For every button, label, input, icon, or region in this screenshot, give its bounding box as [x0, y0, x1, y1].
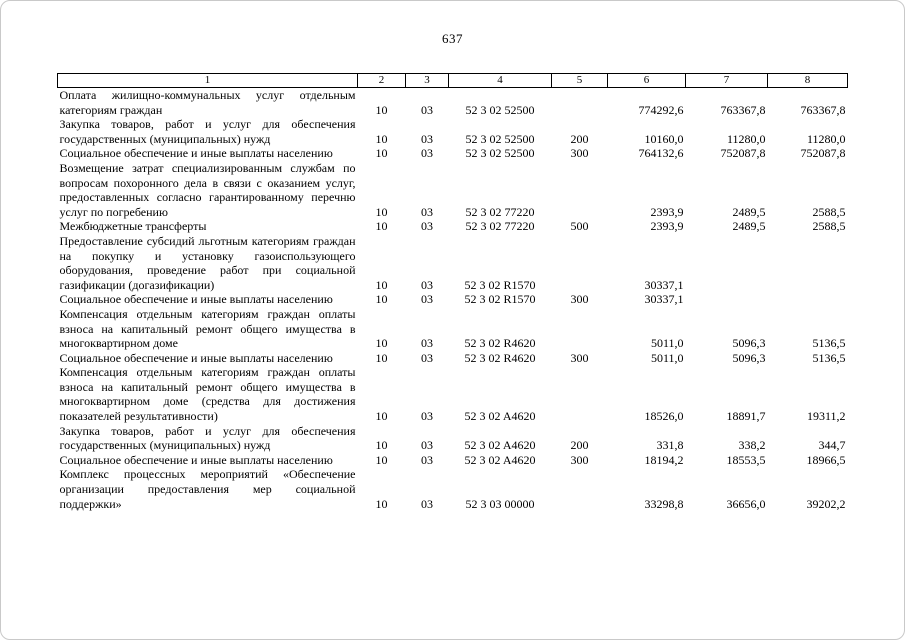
- cell-expense-type: [552, 467, 608, 511]
- cell-name: Межбюджетные трансферты: [59, 219, 207, 234]
- table-row: [58, 146, 848, 161]
- cell-target-code: 52 3 02 R4620: [464, 350, 536, 365]
- page-number: 637: [442, 31, 463, 46]
- cell-amount-year1: 30337,1: [644, 277, 684, 292]
- cell-amount-year2: 2489,5: [732, 219, 766, 234]
- column-header-7: 7: [686, 74, 768, 88]
- table-row: [58, 161, 848, 219]
- cell-section: 10: [375, 131, 388, 146]
- cell-amount-year3: 18966,5: [806, 452, 846, 467]
- cell-subsection: 03: [421, 204, 433, 219]
- table-row: [58, 292, 848, 307]
- cell-target-code: 52 3 02 52500: [465, 146, 535, 161]
- cell-expense-type: 300: [570, 350, 589, 365]
- cell-amount-year3: 344,7: [818, 438, 846, 453]
- cell-subsection: 03: [421, 102, 433, 117]
- cell-name: Возмещение затрат специализированным службам по вопросам похоронного дела в связи с оказанием услуг, предоставленных согласно гарантированному перечню услуг по погребению: [59, 160, 356, 219]
- cell-target-code: 52 3 02 52500: [465, 131, 535, 146]
- cell-subsection: 03: [421, 292, 433, 307]
- column-header-1: 1: [58, 74, 358, 88]
- cell-section: 10: [375, 219, 388, 234]
- cell-target-code: 52 3 02 R1570: [464, 292, 536, 307]
- cell-section: 10: [375, 336, 388, 351]
- cell-section: 10: [375, 438, 388, 453]
- cell-amount-year1: 764132,6: [638, 146, 684, 161]
- column-header-3: 3: [406, 74, 449, 88]
- cell-amount-year2: [686, 234, 768, 292]
- cell-name: Оплата жилищно-коммунальных услуг отдельным категориям граждан: [59, 88, 356, 117]
- cell-amount-year1: 18526,0: [644, 409, 684, 424]
- cell-expense-type: 200: [570, 438, 589, 453]
- cell-amount-year3: [768, 234, 848, 292]
- cell-target-code: 52 3 02 77220: [465, 219, 535, 234]
- table-row: [58, 467, 848, 511]
- cell-target-code: 52 3 03 00000: [465, 496, 535, 511]
- cell-section: 10: [375, 102, 388, 117]
- cell-amount-year1: 30337,1: [644, 292, 684, 307]
- cell-expense-type: [552, 365, 608, 423]
- table-header: [58, 74, 848, 88]
- cell-amount-year2: 2489,5: [732, 204, 766, 219]
- cell-name: Компенсация отдельным категориям граждан оплаты взноса на капитальный ремонт общего имущества в многоквартирном доме (средства для достижения показателей результативности): [59, 365, 356, 424]
- cell-section: 10: [375, 292, 388, 307]
- cell-expense-type: 500: [570, 219, 589, 234]
- table-row: [58, 234, 848, 292]
- cell-amount-year2: 36656,0: [726, 496, 766, 511]
- header-row: [58, 74, 848, 88]
- column-header-2: 2: [358, 74, 406, 88]
- column-header-4: 4: [449, 74, 552, 88]
- column-header-5: 5: [552, 74, 608, 88]
- cell-subsection: 03: [421, 277, 433, 292]
- cell-target-code: 52 3 02 77220: [465, 204, 535, 219]
- cell-amount-year3: 2588,5: [812, 219, 846, 234]
- cell-expense-type: [552, 234, 608, 292]
- cell-amount-year3: 5136,5: [812, 336, 846, 351]
- cell-name: Предоставление субсидий льготным категориям граждан на покупку и установку газоиспользующего оборудования, проведение работ при социальной газификации (догазификации): [59, 233, 356, 292]
- cell-amount-year2: 18553,5: [726, 452, 766, 467]
- cell-amount-year3: 752087,8: [800, 146, 846, 161]
- cell-name: Социальное обеспечение и иные выплаты населению: [59, 350, 333, 365]
- cell-name: Социальное обеспечение и иные выплаты населению: [59, 452, 333, 467]
- cell-subsection: 03: [421, 409, 433, 424]
- cell-amount-year1: 2393,9: [650, 219, 684, 234]
- cell-section: 10: [375, 496, 388, 511]
- cell-section: 10: [375, 452, 388, 467]
- cell-amount-year3: 763367,8: [800, 102, 846, 117]
- cell-name: Социальное обеспечение и иные выплаты населению: [59, 292, 333, 307]
- table-row: [58, 351, 848, 366]
- cell-section: 10: [375, 409, 388, 424]
- cell-amount-year2: 18891,7: [726, 409, 766, 424]
- cell-amount-year3: [768, 292, 848, 307]
- cell-expense-type: 300: [570, 292, 589, 307]
- table-row: [58, 365, 848, 423]
- cell-subsection: 03: [421, 336, 433, 351]
- cell-target-code: 52 3 02 R4620: [464, 336, 536, 351]
- cell-amount-year2: 752087,8: [720, 146, 766, 161]
- column-header-8: 8: [768, 74, 848, 88]
- column-header-6: 6: [608, 74, 686, 88]
- cell-amount-year3: 11280,0: [806, 131, 846, 146]
- cell-target-code: 52 3 02 A4620: [464, 438, 536, 453]
- cell-amount-year2: 338,2: [738, 438, 766, 453]
- table-row: [58, 219, 848, 234]
- cell-expense-type: 300: [570, 146, 589, 161]
- budget-table: [57, 73, 848, 511]
- cell-amount-year3: 19311,2: [806, 409, 846, 424]
- cell-subsection: 03: [421, 350, 433, 365]
- cell-amount-year3: 5136,5: [812, 350, 846, 365]
- cell-subsection: 03: [421, 438, 433, 453]
- cell-amount-year1: 5011,0: [650, 350, 684, 365]
- cell-subsection: 03: [421, 146, 433, 161]
- cell-target-code: 52 3 02 A4620: [464, 452, 536, 467]
- table-row: [58, 307, 848, 351]
- cell-amount-year2: 5096,3: [732, 350, 766, 365]
- cell-section: 10: [375, 146, 388, 161]
- table-body: [58, 88, 848, 512]
- cell-name: Компенсация отдельным категориям граждан оплаты взноса на капитальный ремонт общего имущества в многоквартирном доме: [59, 306, 356, 351]
- cell-amount-year2: 5096,3: [732, 336, 766, 351]
- cell-name: Комплекс процессных мероприятий «Обеспечение организации предоставления мер социальной поддержки»: [59, 467, 356, 511]
- cell-name: Закупка товаров, работ и услуг для обеспечения государственных (муниципальных) нужд: [59, 117, 356, 146]
- cell-section: 10: [375, 277, 388, 292]
- table-row: [58, 424, 848, 453]
- cell-amount-year3: 39202,2: [806, 496, 846, 511]
- table-row: [58, 88, 848, 118]
- cell-amount-year1: 774292,6: [638, 102, 684, 117]
- cell-target-code: 52 3 02 R1570: [464, 277, 536, 292]
- cell-target-code: 52 3 02 52500: [465, 102, 535, 117]
- cell-amount-year2: [686, 292, 768, 307]
- cell-subsection: 03: [421, 452, 433, 467]
- cell-subsection: 03: [421, 496, 433, 511]
- table-row: [58, 117, 848, 146]
- cell-expense-type: 300: [570, 452, 589, 467]
- cell-section: 10: [375, 204, 388, 219]
- cell-expense-type: [552, 307, 608, 351]
- cell-subsection: 03: [421, 219, 433, 234]
- cell-amount-year2: 763367,8: [720, 102, 766, 117]
- cell-amount-year1: 2393,9: [650, 204, 684, 219]
- cell-amount-year1: 33298,8: [644, 496, 684, 511]
- cell-expense-type: [552, 161, 608, 219]
- cell-subsection: 03: [421, 131, 433, 146]
- cell-expense-type: 200: [570, 131, 589, 146]
- cell-amount-year1: 10160,0: [644, 131, 684, 146]
- cell-target-code: 52 3 02 A4620: [464, 409, 536, 424]
- cell-amount-year1: 18194,2: [644, 452, 684, 467]
- cell-amount-year1: 5011,0: [650, 336, 684, 351]
- cell-expense-type: [552, 88, 608, 118]
- cell-section: 10: [375, 350, 388, 365]
- cell-name: Закупка товаров, работ и услуг для обеспечения государственных (муниципальных) нужд: [59, 423, 356, 453]
- cell-amount-year3: 2588,5: [812, 204, 846, 219]
- cell-name: Социальное обеспечение и иные выплаты населению: [59, 146, 333, 161]
- cell-amount-year1: 331,8: [656, 438, 684, 453]
- cell-amount-year2: 11280,0: [726, 131, 766, 146]
- table-row: [58, 453, 848, 468]
